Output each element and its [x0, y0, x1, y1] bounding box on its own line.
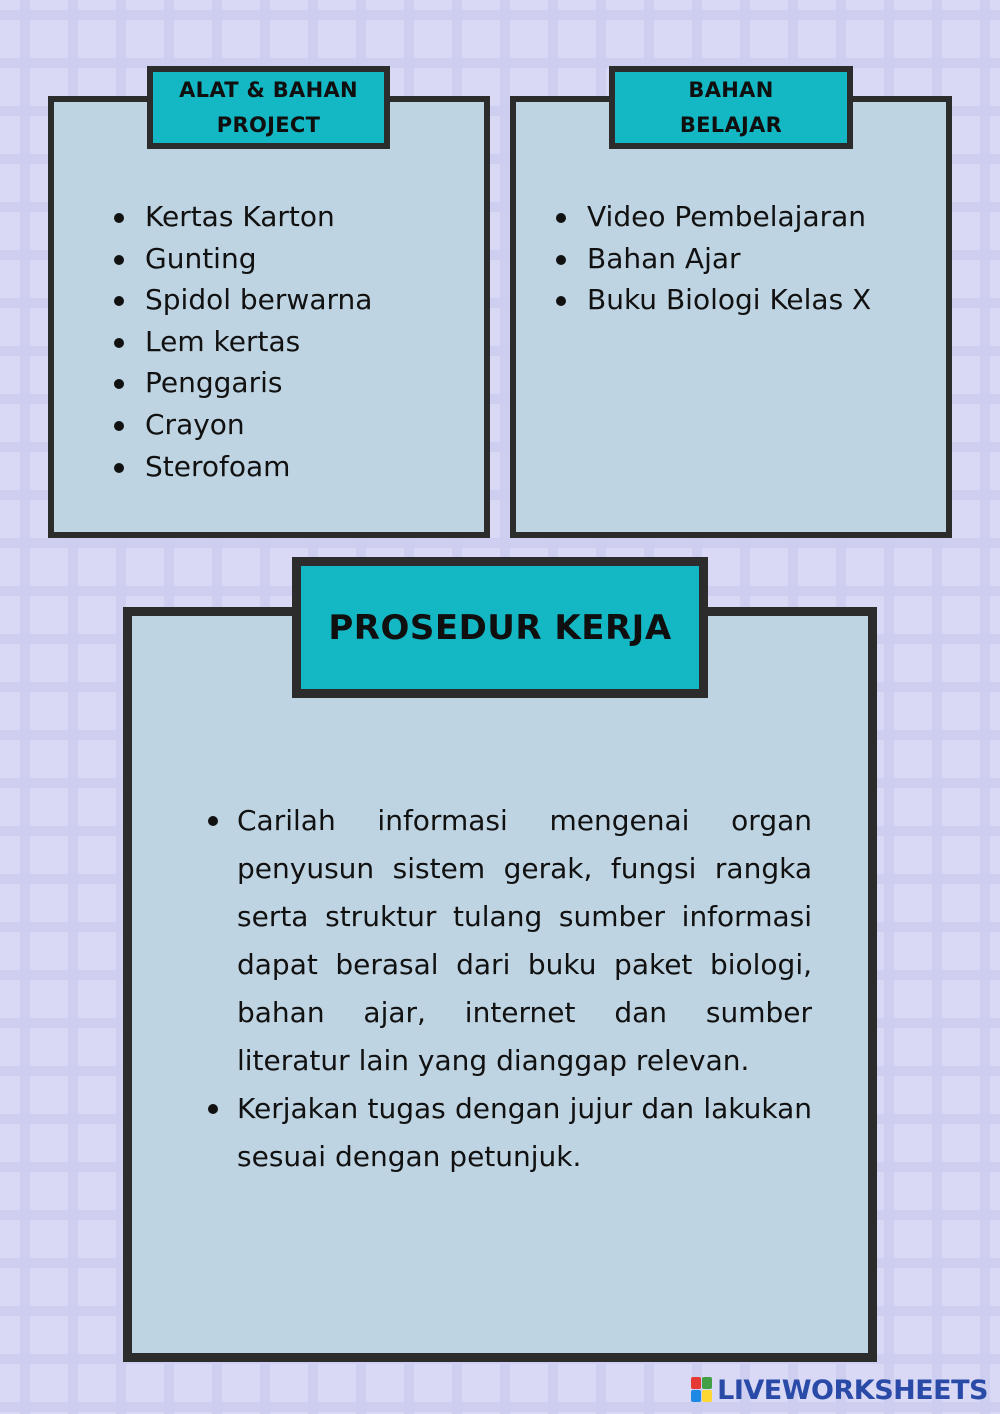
- list-item: Buku Biologi Kelas X: [554, 279, 871, 321]
- liveworksheets-logo-icon: [691, 1377, 713, 1403]
- list-item: Lem kertas: [112, 321, 372, 363]
- list-item: Carilah informasi mengenai organ penyusun sistem gerak, fungsi rangka serta struktur tulang sumber informasi dapat berasal dari buku paket biologi, bahan ajar, internet dan sumber literatur lain yang dianggap relevan.: [206, 797, 812, 1085]
- bahan-belajar-title-tab: [609, 66, 853, 149]
- list-item: Crayon: [112, 404, 372, 446]
- prosedur-list: [206, 797, 812, 1181]
- alat-bahan-title-tab: [147, 66, 390, 149]
- alat-bahan-title: ALAT & BAHAN PROJECT: [179, 77, 358, 137]
- list-item: Video Pembelajaran: [554, 196, 871, 238]
- list-item: Spidol berwarna: [112, 279, 372, 321]
- alat-bahan-list: [112, 196, 372, 487]
- bahan-belajar-title: BAHAN BELAJAR: [679, 77, 783, 137]
- alat-bahan-panel: [48, 96, 490, 538]
- prosedur-title-tab: [292, 557, 708, 698]
- liveworksheets-logo-text: LIVEWORKSHEETS: [717, 1374, 988, 1406]
- list-item: Kerjakan tugas dengan jujur dan lakukan sesuai dengan petunjuk.: [206, 1085, 812, 1181]
- list-item: Sterofoam: [112, 446, 372, 488]
- prosedur-panel: [123, 607, 877, 1362]
- bahan-belajar-panel: [510, 96, 952, 538]
- liveworksheets-logo: [691, 1372, 988, 1408]
- list-item: Penggaris: [112, 362, 372, 404]
- prosedur-title: PROSEDUR KERJA: [328, 607, 672, 648]
- list-item: Bahan Ajar: [554, 238, 871, 280]
- list-item: Kertas Karton: [112, 196, 372, 238]
- bahan-belajar-list: [554, 196, 871, 321]
- list-item: Gunting: [112, 238, 372, 280]
